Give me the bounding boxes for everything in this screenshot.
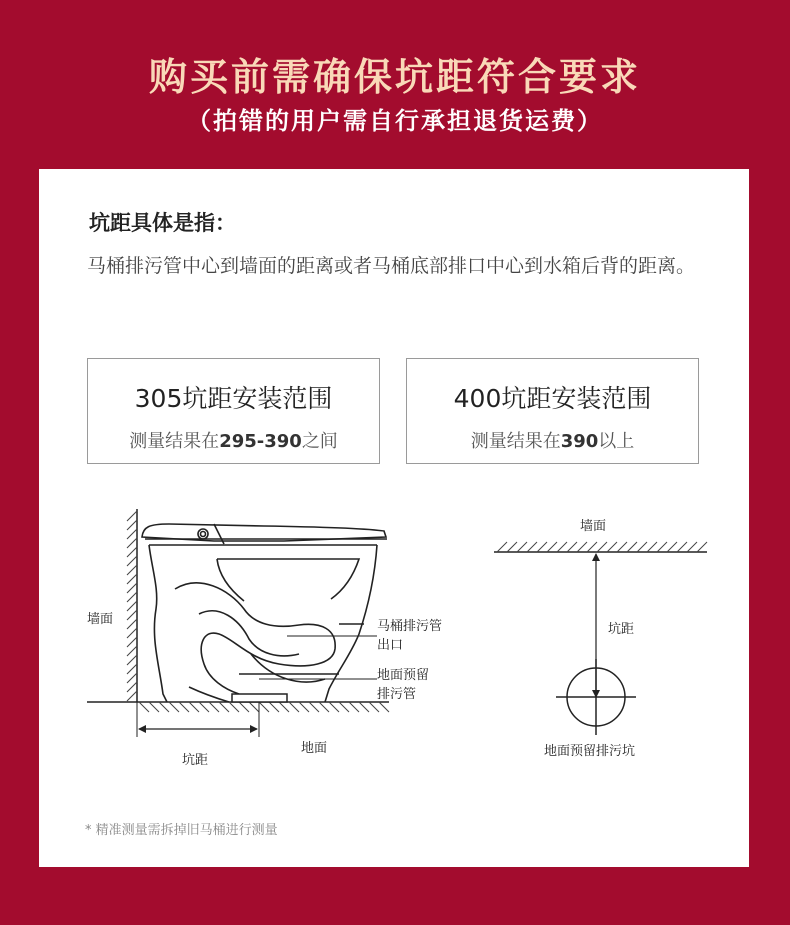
hatch-line [199,702,209,712]
hatch-line [239,702,249,712]
hatch-line [697,542,707,552]
range-title: 305坑距安装范围 [134,384,333,413]
definition-heading: 坑距具体是指： [89,211,236,235]
range-desc-suffix: 以上 [598,431,635,452]
hatch-line [127,556,137,566]
drain-pipe [232,694,287,702]
hatch-line [249,702,259,712]
hatch-line [127,538,137,548]
pipe-label-line2: 排污管 [377,687,417,702]
wall-label: 墙面 [87,612,114,627]
distance-label: 坑距 [182,753,209,768]
hatch-line [149,702,159,712]
right-wall-hatch [497,542,707,552]
hatch-line [617,542,627,552]
hatch-line [517,542,527,552]
hatch-line [627,542,637,552]
hatch-line [299,702,309,712]
hatch-line [127,637,137,647]
installation-diagram [39,489,749,789]
hatch-line [127,565,137,575]
hatch-line [127,520,137,530]
page-title: 购买前需确保坑距符合要求 [148,55,641,99]
hatch-line [139,702,149,712]
hatch-line [567,542,577,552]
hatch-line [127,610,137,620]
hatch-line [127,592,137,602]
hatch-line [359,702,369,712]
range-desc [88,427,379,453]
hatch-line [657,542,667,552]
hatch-line [209,702,219,712]
hatch-line [607,542,617,552]
hatch-line [677,542,687,552]
toilet-outline [142,524,387,702]
info-card [39,169,749,867]
hatch-line [189,702,199,712]
definition-body: 马桶排污管中心到墙面的距离或者马桶底部排口中心到水箱后背的距离。 [87,255,696,277]
hatch-line [557,542,567,552]
range-desc [407,427,698,453]
range-desc-prefix: 测量结果在 [470,431,561,452]
hatch-line [127,646,137,656]
hatch-line [127,511,137,521]
hatch-line [527,542,537,552]
hatch-line [647,542,657,552]
hatch-line [587,542,597,552]
hatch-line [329,702,339,712]
hatch-line [127,691,137,701]
hatch-line [577,542,587,552]
hatch-line [369,702,379,712]
hatch-line [127,682,137,692]
hatch-line [127,574,137,584]
hatch-line [127,529,137,539]
footnote: * 精准测量需拆掉旧马桶进行测量 [85,823,278,838]
pit-label: 地面预留排污坑 [544,744,636,759]
hatch-line [269,702,279,712]
range-desc-value: 295-390 [219,431,302,452]
right-distance-label: 坑距 [608,622,635,637]
hatch-line [309,702,319,712]
hatch-line [127,664,137,674]
outlet-label-line2: 出口 [377,638,404,653]
hatch-line [127,619,137,629]
hatch-line [127,583,137,593]
hatch-line [259,702,269,712]
hatch-line [349,702,359,712]
hatch-line [379,702,389,712]
hatch-line [127,673,137,683]
hatch-line [507,542,517,552]
hatch-line [127,655,137,665]
floor-hatch [139,702,389,712]
pit-diagram [494,518,707,759]
range-box-400 [406,358,699,464]
hatch-line [289,702,299,712]
wall-hatch [127,511,137,701]
toilet-diagram [87,509,442,768]
hatch-line [667,542,677,552]
hatch-line [637,542,647,552]
floor-label: 地面 [301,741,328,756]
hatch-line [279,702,289,712]
hatch-line [127,628,137,638]
hatch-line [339,702,349,712]
range-desc-value: 390 [560,431,599,452]
pipe-label-line1: 地面预留 [377,668,430,683]
hatch-line [219,702,229,712]
range-box-305 [87,358,380,464]
hatch-line [497,542,507,552]
range-desc-suffix: 之间 [301,431,338,452]
hatch-line [159,702,169,712]
hatch-line [229,702,239,712]
page-subtitle: （拍错的用户需自行承担退货运费） [187,107,603,135]
hatch-line [127,601,137,611]
range-desc-prefix: 测量结果在 [129,431,220,452]
hatch-line [547,542,557,552]
range-title: 400坑距安装范围 [453,384,652,413]
hatch-line [319,702,329,712]
hatch-line [687,542,697,552]
hatch-line [179,702,189,712]
hatch-line [597,542,607,552]
right-wall-label: 墙面 [580,519,607,534]
hatch-line [169,702,179,712]
outlet-label-line1: 马桶排污管 [377,619,443,634]
hatch-line [537,542,547,552]
hatch-line [127,547,137,557]
